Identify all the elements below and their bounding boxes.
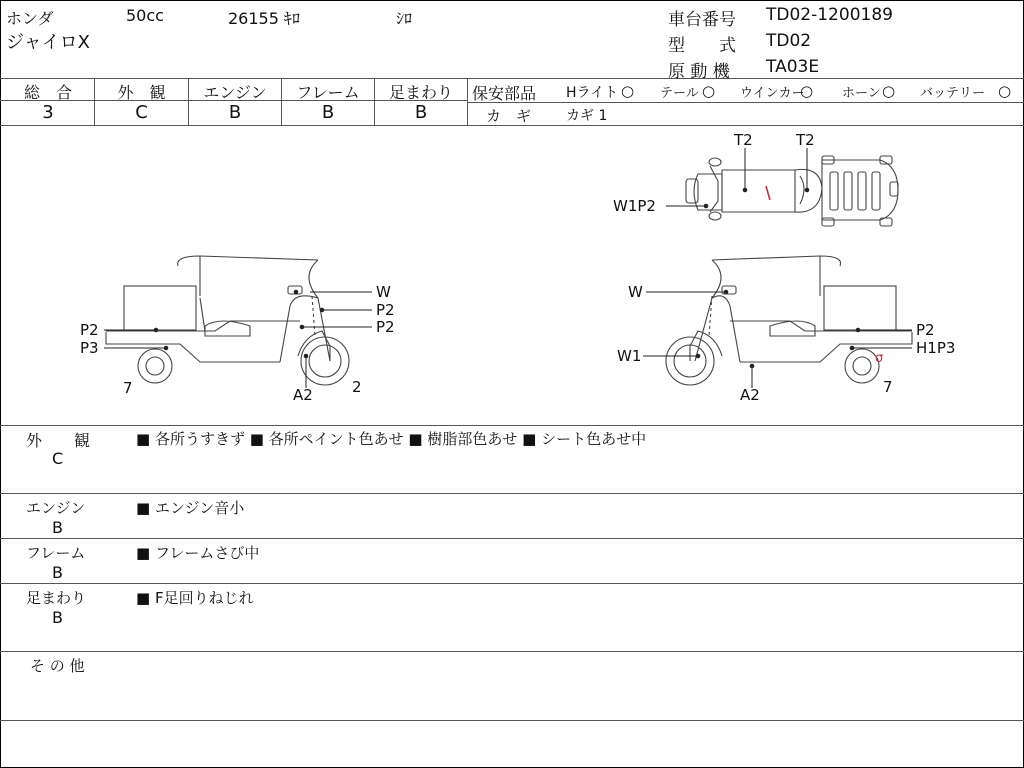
horn-label: ホーン — [842, 86, 881, 101]
remark-suspension-grade: B — [52, 608, 63, 627]
engine-grade: B — [228, 102, 242, 123]
diagram-label: 7 — [123, 379, 133, 397]
diagram-label: W — [376, 283, 391, 301]
body-color: ｼﾛ — [396, 9, 413, 28]
chassis-label: 車台番号 — [668, 10, 736, 30]
type-label: 型 式 — [668, 36, 736, 56]
type-value: TD02 — [766, 31, 812, 51]
suspension-grade: B — [414, 102, 428, 123]
winker-ok-icon: ○ — [800, 82, 814, 100]
divider — [0, 583, 1024, 584]
mileage: 26155 ｷﾛ — [228, 9, 300, 28]
horn-ok-icon: ○ — [882, 82, 896, 100]
frame-label: フレーム — [296, 83, 360, 102]
diagram-label: 7 — [883, 378, 893, 396]
remark-engine-text: ■ エンジン音小 — [136, 499, 245, 517]
divider — [0, 425, 1024, 426]
winker-label: ウインカー — [740, 86, 805, 101]
top-view-drawing — [686, 156, 898, 226]
diagram-label: T2 — [796, 131, 815, 149]
headlight-label: Hライト — [566, 85, 619, 101]
tail-ok-icon: ○ — [702, 82, 716, 100]
diagram-label: A2 — [740, 386, 760, 404]
diagram-label: 2 — [352, 378, 362, 396]
remark-frame-text: ■ フレームさび中 — [136, 544, 260, 562]
diagram-label: P3 — [80, 339, 99, 357]
exterior-label: 外 観 — [117, 83, 166, 102]
diagram-label: H1P3 — [916, 339, 956, 357]
key-label: カ ギ — [486, 107, 532, 125]
remark-suspension-text: ■ F足回りねじれ — [136, 589, 254, 607]
engine-label: エンジン — [203, 83, 267, 102]
diagram-label: W — [628, 283, 643, 301]
diagram-label: P2 — [376, 318, 395, 336]
key-value: カギ 1 — [566, 108, 608, 124]
remark-exterior-text: ■ 各所うすきず ■ 各所ペイント色あせ ■ 樹脂部色あせ ■ シート色あせ中 — [136, 430, 647, 448]
exterior-grade: C — [135, 102, 148, 123]
displacement: 50cc — [126, 6, 164, 25]
divider — [0, 493, 1024, 494]
remark-exterior-label: 外 観 — [26, 431, 91, 450]
remark-frame-label: フレーム — [26, 544, 86, 562]
divider — [0, 720, 1024, 721]
diagram-label: T2 — [734, 131, 753, 149]
engine-model-label: 原 動 機 — [668, 62, 730, 82]
suspension-label: 足まわり — [388, 83, 453, 102]
diagram-label: A2 — [293, 386, 313, 404]
diagram-label: W1 — [617, 347, 642, 365]
battery-ok-icon: ○ — [998, 82, 1012, 100]
damage-mark — [766, 186, 770, 200]
remark-other-label: そ の 他 — [30, 657, 85, 675]
remark-engine-grade: B — [52, 518, 63, 537]
overall-label: 総 合 — [23, 83, 72, 102]
diagram-label: P2 — [916, 321, 935, 339]
divider — [0, 538, 1024, 539]
diagram-label: P2 — [376, 301, 395, 319]
tail-label: テール — [660, 86, 699, 101]
damage-annotation: σ — [875, 351, 884, 366]
divider — [0, 78, 1024, 79]
divider — [467, 78, 468, 125]
remark-frame-grade: B — [52, 563, 63, 582]
maker: ホンダ — [6, 9, 54, 28]
overall-grade: 3 — [42, 102, 54, 123]
frame-grade: B — [321, 102, 335, 123]
left-view-drawing — [106, 256, 349, 385]
remark-engine-label: エンジン — [26, 499, 86, 517]
damage-diagram — [0, 126, 1022, 424]
safety-label: 保安部品 — [472, 84, 537, 103]
chassis-value: TD02-1200189 — [766, 5, 893, 25]
remark-suspension-label: 足まわり — [26, 589, 87, 607]
diagram-label: W1P2 — [613, 197, 656, 215]
headlight-ok-icon: ○ — [621, 82, 635, 100]
diagram-label: P2 — [80, 321, 99, 339]
model-name: ジャイロX — [6, 32, 90, 53]
battery-label: バッテリー — [920, 86, 986, 101]
divider — [468, 102, 1024, 103]
remark-exterior-grade: C — [52, 449, 64, 468]
divider — [0, 651, 1024, 652]
engine-model-value: TA03E — [766, 57, 820, 77]
